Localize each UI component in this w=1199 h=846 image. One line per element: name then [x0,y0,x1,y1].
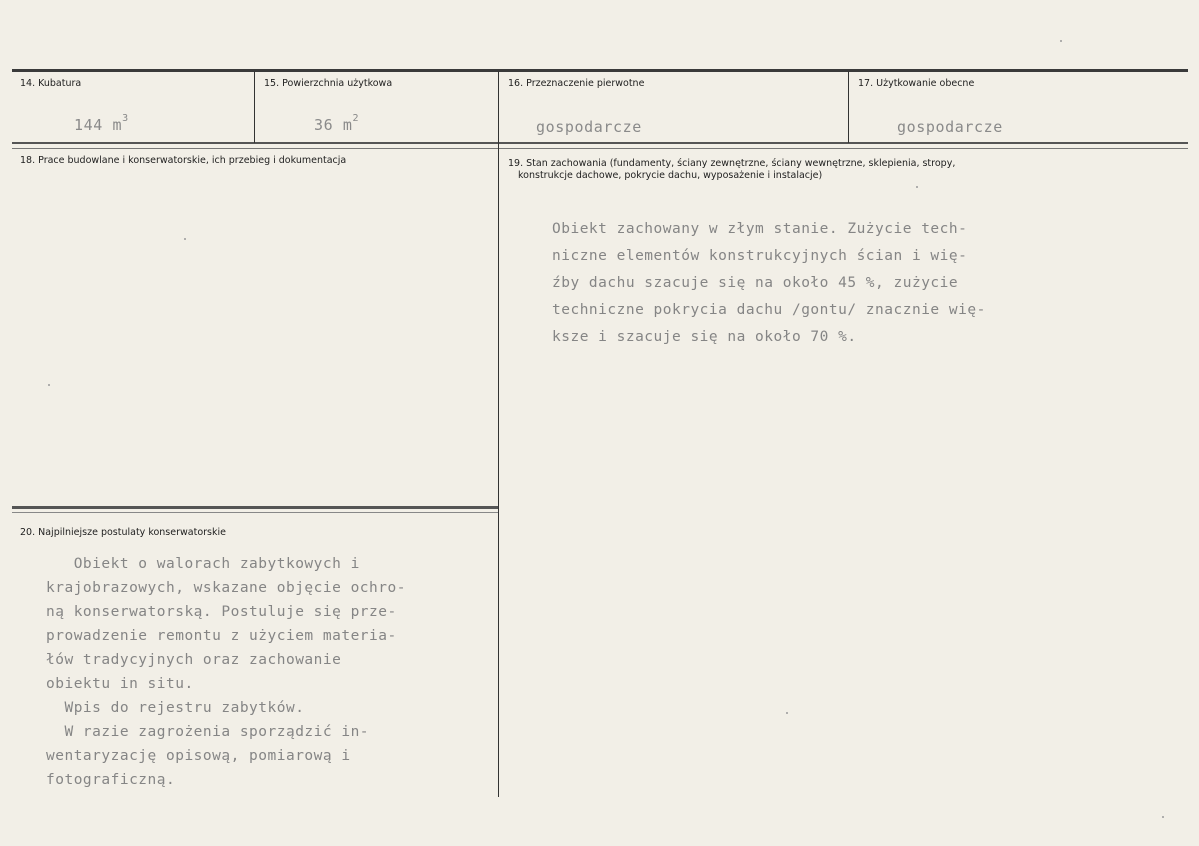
field14-value [74,113,129,134]
paper-speck [1162,816,1164,818]
field15-value-sup: 2 [352,113,360,124]
field20-line: krajobrazowych, wskazane objęcie ochro- [46,580,406,596]
field16-label: 16. Przeznaczenie pierwotne [508,78,645,89]
row1-bottom-rule [12,142,1188,144]
field15-label: 15. Powierzchnia użytkowa [264,78,393,89]
field14-label: 14. Kubatura [20,78,82,89]
field20-line: Wpis do rejestru zabytków. [46,700,305,716]
field20-label: 20. Najpilniejsze postulaty konserwatorskie [20,527,226,538]
field19-line: Obiekt zachowany w złym stanie. Zużycie tech- [552,221,968,237]
top-rule [12,69,1188,72]
field20-text [46,552,406,792]
field19-line: źby dachu szacuje się na około 45 %, zużycie [552,275,959,291]
field19-line: techniczne pokrycia dachu /gontu/ znacznie wię- [552,302,986,318]
paper-speck [916,186,918,188]
paper-speck [786,712,788,714]
field20-line: Obiekt o walorach zabytkowych i [46,556,360,572]
field14-value-text: 144 m [74,116,123,134]
paper-speck [48,384,50,386]
col-divider-main [498,71,499,797]
field19-line: ksze i szacuje się na około 70 %. [552,329,857,345]
section20-top-rule-2 [12,512,498,513]
field19-label-line1: 19. Stan zachowania (fundamenty, ściany zewnętrzne, ściany wewnętrzne, sklepienia, stropy, [508,158,956,169]
paper-speck [184,238,186,240]
col-divider-14-15 [254,71,255,143]
field19-label-line2: konstrukcje dachowe, pokrycie dachu, wyposażenie i instalacje) [518,170,823,181]
section20-top-rule [12,506,498,509]
col-divider-16-17 [848,71,849,143]
field20-line: W razie zagrożenia sporządzić in- [46,724,370,740]
field20-line: prowadzenie remontu z użyciem materia- [46,628,397,644]
field16-value: gospodarcze [536,118,642,136]
paper-speck [1060,40,1062,42]
field14-value-sup: 3 [122,113,129,124]
field20-line: fotograficzną. [46,772,176,788]
field18-label: 18. Prace budowlane i konserwatorskie, ich przebieg i dokumentacja [20,155,347,166]
field20-line: łów tradycyjnych oraz zachowanie [46,652,342,668]
field20-line: ną konserwatorską. Postuluje się prze- [46,604,397,620]
field15-value [314,113,360,134]
field19-text [552,216,986,351]
row2-top-rule [12,148,1188,149]
field17-label: 17. Użytkowanie obecne [858,78,975,89]
field20-line: wentaryzację opisową, pomiarową i [46,748,351,764]
field15-value-text: 36 m [314,116,353,134]
field19-line: niczne elementów konstrukcyjnych ścian i wię- [552,248,968,264]
field17-value: gospodarcze [897,118,1003,136]
field20-line: obiektu in situ. [46,676,194,692]
